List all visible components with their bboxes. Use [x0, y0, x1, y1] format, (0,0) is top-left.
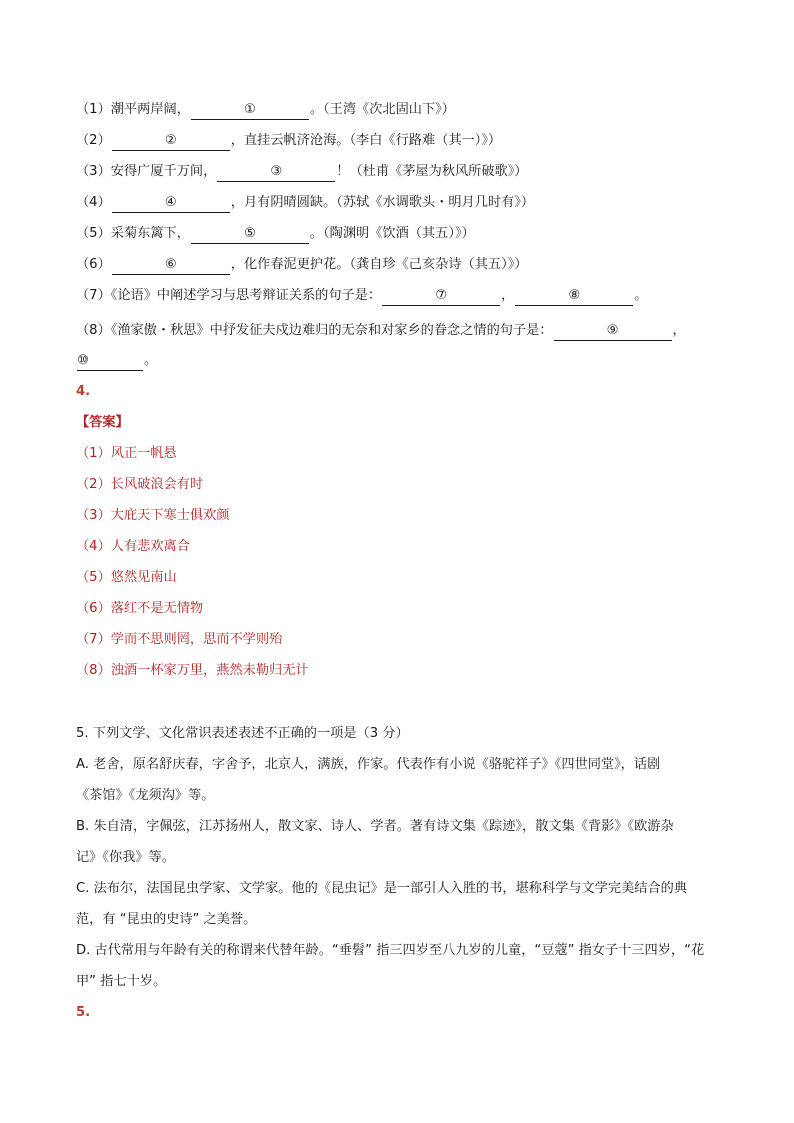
fill-item-8-post: 。 — [144, 353, 158, 368]
fill-blank-4[interactable]: ④ — [112, 194, 230, 213]
fill-item-8 — [76, 321, 734, 341]
option-d-line-1: D. 古代常用与年龄有关的称谓来代替年龄。“垂髫” 指三四岁至八九岁的儿童，“豆蔻” 指女子十三四岁，“花 — [76, 943, 705, 958]
answer-2: （2）长风破浪会有时 — [76, 477, 204, 492]
fill-item-6-post: ，化作春泥更护花。（龚自珍《己亥杂诗（其五）》） — [230, 257, 528, 272]
answer-7: （7）学而不思则罔，思而不学则殆 — [76, 632, 283, 647]
fill-item-3-pre: （3）安得广厦千万间， — [76, 164, 217, 179]
option-d-line-2: 甲” 指七十岁。 — [76, 974, 167, 989]
fill-blank-2[interactable]: ② — [112, 132, 230, 151]
fill-item-1 — [76, 100, 734, 120]
fill-item-5-post: 。（陶渊明《饮酒（其五）》） — [309, 226, 475, 241]
answer-4: （4）人有悲欢离合 — [76, 539, 190, 554]
question-5-stem: 5. 下列文学、文化常识表述表述不正确的一项是（3 分） — [76, 726, 409, 741]
fill-item-2-post: ，直挂云帆济沧海。（李白《行路难（其一）》） — [230, 133, 502, 148]
fill-blank-8[interactable]: ⑧ — [515, 287, 633, 306]
fill-item-6 — [76, 255, 734, 275]
fill-item-4-pre: （4） — [76, 195, 111, 210]
fill-blank-7[interactable]: ⑦ — [382, 287, 500, 306]
fill-blank-5[interactable]: ⑤ — [191, 225, 309, 244]
fill-item-6-pre: （6） — [76, 257, 111, 272]
fill-blank-3[interactable]: ③ — [217, 163, 335, 182]
answer-3: （3）大庇天下寒士俱欢颜 — [76, 508, 230, 523]
fill-blank-10[interactable]: ⑩ — [77, 352, 143, 371]
fill-blank-9[interactable]: ⑨ — [554, 322, 672, 341]
fill-item-2 — [76, 131, 734, 151]
answer-label: 【答案】 — [76, 415, 129, 430]
fill-item-8-cont — [76, 351, 734, 371]
fill-blank-6[interactable]: ⑥ — [112, 256, 230, 275]
option-c-line-1: C. 法布尔，法国昆虫学家、文学家。他的《昆虫记》是一部引人入胜的书，堪称科学与文学完美结合的典 — [76, 881, 688, 896]
answer-5: （5）悠然见南山 — [76, 570, 177, 585]
option-c-line-2: 范，有 “昆虫的史诗” 之美誉。 — [76, 912, 257, 927]
fill-item-8-mid: ， — [672, 323, 686, 338]
fill-item-7 — [76, 286, 734, 306]
answer-6: （6）落红不是无情物 — [76, 601, 204, 616]
fill-item-5-pre: （5）采菊东篱下， — [76, 226, 190, 241]
fill-blank-1[interactable]: ① — [191, 101, 309, 120]
fill-item-5 — [76, 224, 734, 244]
option-a-line-2: 《茶馆》《龙须沟》等。 — [76, 788, 215, 803]
option-a-line-1: A. 老舍，原名舒庆春，字舍予，北京人，满族，作家。代表作有小说《骆驼祥子》《四世同堂》，话剧 — [76, 757, 661, 772]
option-b-line-1: B. 朱自清，字佩弦，江苏扬州人，散文家、诗人、学者。著有诗文集《踪迹》，散文集《背影》《欧游杂 — [76, 819, 674, 834]
question-4-number: 4. — [76, 384, 91, 399]
fill-item-3 — [76, 162, 734, 182]
fill-item-3-post: ！（杜甫《茅屋为秋风所破歌》） — [336, 164, 528, 179]
fill-item-7-mid: ， — [501, 288, 515, 303]
fill-item-4-post: ，月有阴晴圆缺。（苏轼《水调歌头・明月几时有》） — [230, 195, 535, 210]
answer-1: （1）风正一帆悬 — [76, 446, 177, 461]
fill-item-7-pre: （7）《论语》中阐述学习与思考辩证关系的句子是： — [76, 288, 382, 303]
answer-8: （8）浊酒一杯家万里，燕然未勒归无计 — [76, 663, 309, 678]
fill-item-7-post: 。 — [634, 288, 648, 303]
fill-item-1-post: 。（王湾《次北固山下》） — [309, 102, 455, 117]
question-5-number: 5. — [76, 1005, 91, 1020]
fill-item-4 — [76, 193, 734, 213]
fill-item-2-pre: （2） — [76, 133, 111, 148]
fill-item-1-pre: （1）潮平两岸阔， — [76, 102, 190, 117]
fill-item-8-pre: （8）《渔家傲・秋思》中抒发征夫戍边难归的无奈和对家乡的眷念之情的句子是： — [76, 323, 553, 338]
option-b-line-2: 记》《你我》等。 — [76, 850, 175, 865]
